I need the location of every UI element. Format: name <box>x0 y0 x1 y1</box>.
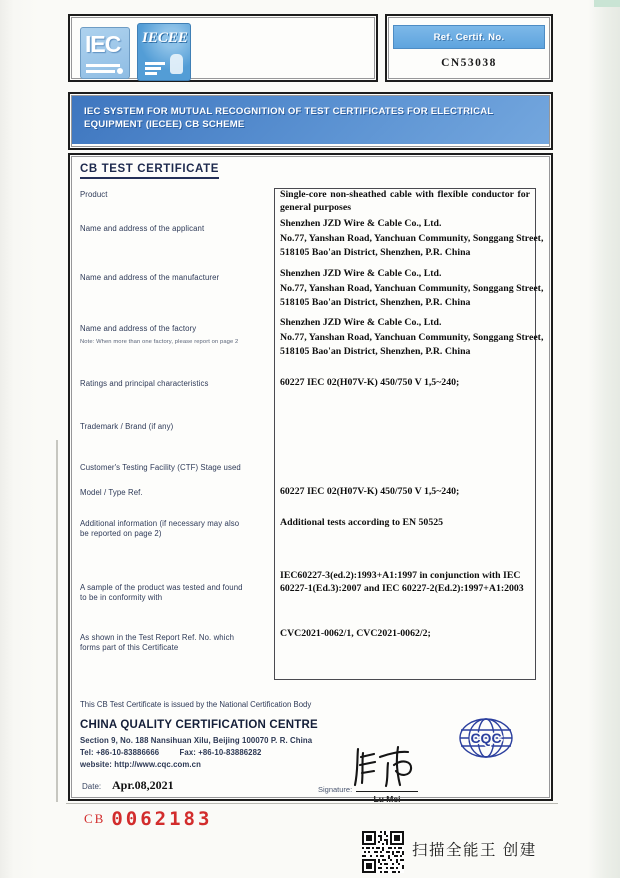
date-label: Date: <box>82 782 102 791</box>
issuer-website: website: http://www.cqc.com.cn <box>80 760 201 769</box>
iec-logo-line <box>86 70 115 73</box>
row-value-conformity: IEC60227-3(ed.2):1993+A1:1997 in conjunction with IEC 60227-1(Ed.3):2007 and IEC 60227-2(Ed.2):1997+A1:2003 <box>280 570 524 594</box>
scan-edge-shadow <box>56 440 58 802</box>
applicant-name: Shenzhen JZD Wire & Cable Co., Ltd. <box>280 218 442 229</box>
iec-logo-line <box>86 64 120 67</box>
issuer-name: CHINA QUALITY CERTIFICATION CENTRE <box>80 719 318 731</box>
scan-bottom-shadow <box>66 803 558 804</box>
row-value-ratings: 60227 IEC 02(H07V-K) 450/750 V 1,5~240; <box>280 377 460 388</box>
signature-label: Signature: <box>318 785 353 794</box>
factory-address-line: 518105 Bao'an District, Shenzhen, P.R. China <box>280 346 471 357</box>
cb-stamp-prefix: CB <box>84 811 106 826</box>
factory-note: Note: When more than one factory, please report on page 2 <box>80 339 239 345</box>
iec-logo-text: IEC <box>85 31 121 57</box>
cb-stamp-number: 0062183 <box>111 808 213 830</box>
iec-logo <box>80 27 130 79</box>
row-label-product: Product <box>80 190 108 199</box>
row-value-factory <box>280 316 544 360</box>
issuer-fax: Fax: +86-10-83886282 <box>179 748 262 757</box>
ref-certif-box <box>385 14 553 82</box>
manufacturer-name: Shenzhen JZD Wire & Cable Co., Ltd. <box>280 268 442 279</box>
scan-app-caption: 扫描全能王 创建 <box>412 842 537 859</box>
signatory-name: Lu Mei <box>373 794 401 804</box>
row-value-model: 60227 IEC 02(H07V-K) 450/750 V 1,5~240; <box>280 486 460 497</box>
certificate-body <box>68 153 553 804</box>
issuer-tel: Tel: +86-10-83886666 <box>80 748 160 757</box>
iecee-logo-line <box>145 62 165 65</box>
iecee-logo-emblem <box>170 54 183 74</box>
ref-certif-value: CN53038 <box>441 57 497 69</box>
row-label-test-report: As shown in the Test Report Ref. No. which forms part of this Certificate <box>80 633 234 652</box>
factory-name: Shenzhen JZD Wire & Cable Co., Ltd. <box>280 317 442 328</box>
qr-code <box>362 831 404 873</box>
applicant-address-line: 518105 Bao'an District, Shenzhen, P.R. China <box>280 247 471 258</box>
issued-by-statement: This CB Test Certificate is issued by the National Certification Body <box>80 700 312 709</box>
iecee-logo-line <box>145 72 157 75</box>
row-label-applicant: Name and address of the applicant <box>80 224 205 233</box>
row-label-manufacturer: Name and address of the manufacturer <box>80 273 220 282</box>
row-label-ratings: Ratings and principal characteristics <box>80 379 209 388</box>
iecee-logo-text: IECEE <box>142 30 188 46</box>
manufacturer-address-line: No.77, Yanshan Road, Yanchuan Community, Songgang Street, <box>280 282 544 294</box>
factory-address-line: No.77, Yanshan Road, Yanchuan Community, Songgang Street, <box>280 331 544 343</box>
date-value: Apr.08,2021 <box>112 778 174 792</box>
scheme-banner <box>68 92 553 150</box>
applicant-address-line: No.77, Yanshan Road, Yanchuan Community, Songgang Street, <box>280 232 544 244</box>
row-value-manufacturer <box>280 267 544 311</box>
row-value-applicant <box>280 217 544 261</box>
cqc-logo-text: CQC <box>470 730 502 746</box>
row-value-test-report: CVC2021-0062/1, CVC2021-0062/2; <box>280 628 431 639</box>
scheme-banner-text: IEC SYSTEM FOR MUTUAL RECOGNITION OF TEST CERTIFICATES FOR ELECTRICAL EQUIPMENT (IECEE) CB SCHEME <box>84 106 494 130</box>
scan-corner-artifact <box>594 0 620 7</box>
signature-handwriting <box>350 743 422 789</box>
cqc-logo <box>458 717 514 759</box>
row-label-model: Model / Type Ref. <box>80 488 143 497</box>
header-logo-box <box>68 14 378 82</box>
row-label-additional-info: Additional information (if necessary may also be reported on page 2) <box>80 519 240 538</box>
iecee-logo-line <box>145 67 161 70</box>
scheme-banner-fill <box>72 96 549 144</box>
row-label-factory: Name and address of the factory <box>80 324 197 333</box>
ref-certif-label: Ref. Certif. No. <box>393 25 545 49</box>
signature-line <box>356 791 418 792</box>
iecee-logo <box>137 23 191 81</box>
issuer-tel-fax <box>80 748 262 757</box>
iec-logo-dot <box>117 68 123 74</box>
row-label-conformity: A sample of the product was tested and found to be in conformity with <box>80 583 243 602</box>
row-label-trademark: Trademark / Brand (if any) <box>80 422 174 431</box>
row-value-product: Single-core non-sheathed cable with flexible conductor for general purposes <box>280 189 530 213</box>
row-value-additional-info: Additional tests according to EN 50525 <box>280 517 444 528</box>
value-column-frame <box>274 188 544 680</box>
issuer-address: Section 9, No. 188 Nansihuan Xilu, Beijing 100070 P. R. China <box>80 736 313 745</box>
manufacturer-address-line: 518105 Bao'an District, Shenzhen, P.R. China <box>280 297 471 308</box>
cb-stamp <box>84 808 212 830</box>
certificate-title: CB TEST CERTIFICATE <box>80 163 219 179</box>
row-label-ctf-stage: Customer's Testing Facility (CTF) Stage used <box>80 463 241 472</box>
